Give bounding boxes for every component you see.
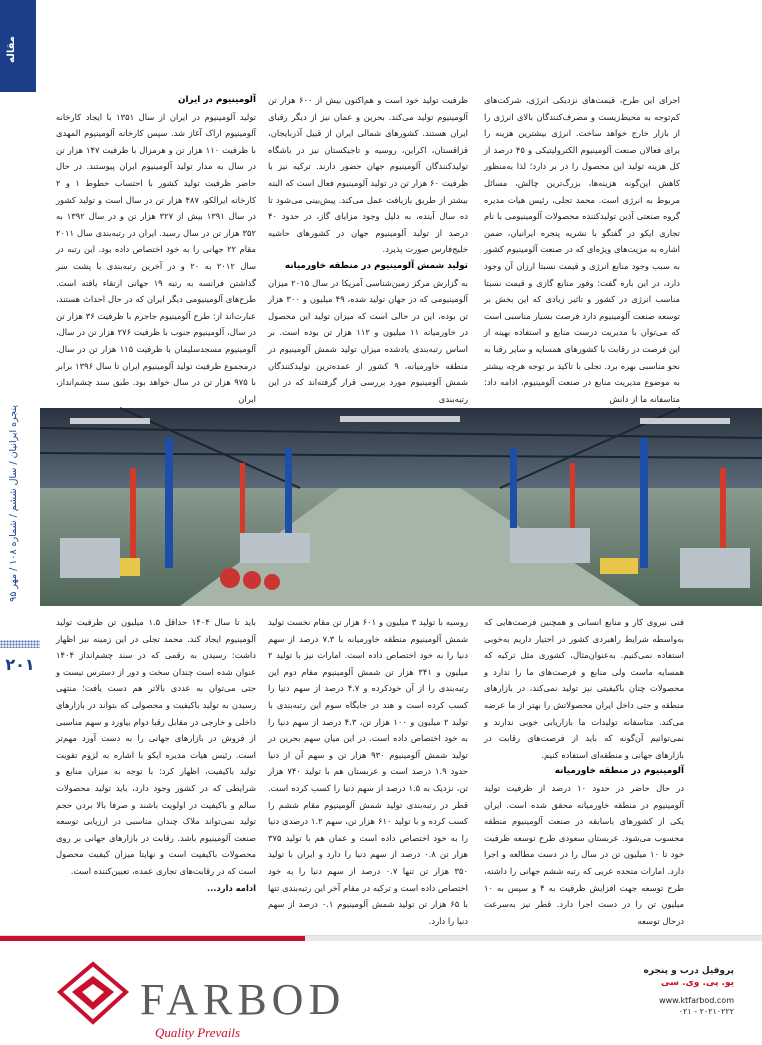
ad-website-link[interactable]: www.ktfarbod.com	[659, 996, 734, 1005]
ad-top-stripe	[0, 936, 762, 941]
factory-photo	[40, 408, 762, 606]
dot-pattern	[0, 640, 40, 648]
ad-tagline: Quality Prevails	[155, 1025, 241, 1040]
page-number: ۲۰۱	[5, 655, 35, 674]
magazine-line: پنجره ایرانیان / سال ششم / شماره ۱۰۸ / مهر ۹۵	[8, 405, 19, 602]
paragraph: اجرای این طرح، قیمت‌های نزدیکی انرژی، شرکت‌های کم‌توجه به محیط‌زیست و مصرف‌کنندگان بالای انرژی را از بازار خارج خواهد ساخت. انرژی بیشترین هزینه را برای فعالان صنعت آلومینیوم الکترولیتیکی و ۴۵ درصد از کل هزینه تولید این محصول را در بر دارد؛ لذا به‌منظور کاهش این‌گونه هزینه‌ها، بزرگ‌ترین چالش، مسائل مربوط به انرژی است. محمد تجلی، رئیس هیات مدیره گروه صنعتی آذین تولیدکننده محصولات آلومینیومی با نام تجاری ایکو در گفتگو با نشریه پنجره ایرانیان، ضمن اشاره به مزیت‌های ویژه‌ای که در صنعت آلومینیوم کشور به سبب وجود منابع انرژی و قیمت نسبتا ارزان آن وجود دارد، در این باره گفت: وفور منابع گازی و قیمت نسبتا مناسب انرژی در کشور و تاثیر زیادی که این بخش بر توسعه صنعت آلومینیوم دارد فرصت بسیار مناسبی است که می‌توان با مدیریت درست منابع و استفاده بهینه از این فرصت در رقابت با کشورهای همسایه و سایر رقبا به نحو مناسبی بهره برد. تجلی با تاکید بر توجه هرچه بیشتر به موضوع مدیریت منابع در صنعت آلومینیوم، ادامه داد: متاسفانه ما از دانش	[484, 95, 680, 404]
continued-note: ادامه دارد...	[206, 882, 256, 893]
farbod-logo-icon	[58, 962, 128, 1024]
section-heading: آلومینیوم در منطقه خاورمیانه	[554, 766, 684, 777]
paragraph: فنی نیروی کار و منابع انسانی و همچنین فرصت‌هایی که به‌واسطه شرایط راهبردی کشور در اختیار داریم به‌خوبی استفاده نمی‌کنیم. به‌عنوان‌مثال، کشوری مثل ترکیه که همسایه ماست ولی منابع و فرصت‌های ما را ندارد و محصولات چنان باکیفیتی نیز تولید نمی‌کند، در بازارهای منطقه و حتی داخل ایران محصولاتش را بهتر از ما عرضه می‌کند. متاسفانه تولیدات ما بازاریابی خوبی ندارند و نمی‌توانیم آن‌گونه که باید از فرصت‌های رقابت در بازارهای جهانی و منطقه‌ای استفاده کنیم.	[484, 617, 684, 760]
magazine-info-strip	[8, 405, 32, 645]
farbod-advertisement[interactable]	[0, 935, 762, 1045]
section-heading: تولید شمش آلومینیوم در منطقه خاورمیانه	[284, 260, 468, 271]
paragraph: باید تا سال ۱۴۰۴ حداقل ۱.۵ میلیون تن ظرفیت تولید آلومینیوم ایجاد کند. محمد تجلی در این زمینه نیز اظهار داشت: رسیدن به رقمی که در سند چشم‌انداز ۱۴۰۴ عنوان شده است چندان سخت و دور از دسترس نیست و حتی می‌توان به عددی بالاتر هم دست یافت؛ منتهی رسیدن به تولید باکیفیت و محصولی که بتواند در بازارهای داخلی و خارجی در مقابل رقبا دوام بیاورد و سهم مناسبی از فروش در بازارهای جهانی را به دست آورد مهم‌تر است. رئیس هیات مدیره ایکو با اشاره به لزوم تقویت تولید باکیفیت، اظهار کرد: با توجه به میزان منابع و شرایطی که در کشور وجود دارد، باید تولید محصولات سالم و باکیفیت در اولویت باشند و صرفا بالا بردن حجم تولید نمی‌تواند ملاک چندان مناسبی در ارزیابی توسعه صنعت آلومینیوم باشد. رقابت در بازارهای جهانی بر روی محصولات باکیفیت است و نهایتا میزان کیفیت محصول است که در رقابت‌های تجاری عمده، تعیین‌کننده است.	[56, 617, 256, 876]
top-column-right	[484, 92, 680, 404]
ad-product-type: یو. پی. وی. سی	[661, 978, 734, 988]
bottom-column-middle	[268, 614, 468, 930]
section-tab-label: مقاله	[6, 36, 17, 64]
ad-phone: ۰۲۱ - ۲۰۲۱۰۲۲۲	[678, 1007, 734, 1016]
ad-brand-name: FARBOD	[140, 975, 346, 1024]
top-column-middle	[268, 92, 468, 404]
paragraph: تولید آلومینیوم در ایران از سال ۱۳۵۱ با ایجاد کارخانه آلومینیوم اراک آغاز شد. سپس کارخانه آلومینیوم المهدی با ظرفیت ۱۱۰ هزار تن و هرمزال با ظرفیت ۱۴۷ هزار تن در سال به مدار تولید آلومینیوم ایران پیوستند. در حال حاضر ظرفیت تولید کشور با احتساب خطوط ۱ و ۲ کارخانه ایرالکو، ۴۸۷ هزار تن در سال است و تولید کشور در سال ۱۳۹۱ بیش از ۳۲۷ هزار تن و در سال ۱۳۹۲ به ۳۵۲ هزار تن در سال رسید. ایران در رتبه‌بندی سال ۲۰۱۱ مقام ۲۲ جهانی را به خود اختصاص داده بود. این رتبه در سال ۲۰۱۲ به ۲۰ و در آخرین رتبه‌بندی با پشت سر گذاشتن فرانسه به رتبه ۱۹ جهانی ارتقاء یافته است. طرح‌های آلومینیومی دیگر ایران که در حال احداث هستند، عبارت‌اند از: طرح آلومینیوم جاجرم با ظرفیت ۳۶ هزار تن در سال، آلومینیوم جنوب با ظرفیت ۲۷۶ هزار تن در سال، آلومینیوم مسجدسلیمان با ظرفیت ۱۱۵ هزار تن در سال. درمجموع ظرفیت تولید آلومینیوم ایران تا سال ۱۳۹۶ برابر با ۹۷۵ هزار تن در سال خواهد بود. طبق سند چشم‌انداز، ایران	[56, 111, 257, 404]
bottom-column-right	[484, 614, 684, 930]
ad-contact-block	[584, 966, 734, 1016]
section-tab	[0, 0, 36, 92]
paragraph: به گزارش مرکز زمین‌شناسی آمریکا در سال ۲۰۱۵ میزان آلومینیومی که در جهان تولید شده، ۴۹ میلیون و ۳۰۰ هزار تن بوده، این در حالی است که میزان تولید این محصول در خاورمیانه ۱۱ میلیون و ۱۱۲ هزار تن بوده است. بر اساس رتبه‌بندی یادشده میزان تولید شمش آلومینیوم در منطقه خاورمیانه، ۹ کشور از عمده‌ترین تولیدکنندگان شمش آلومینیوم مورد بررسی قرار گرفته‌اند که در این رتبه‌بندی	[268, 277, 468, 404]
section-heading: آلومینیوم در ایران	[177, 95, 256, 105]
bottom-column-left	[56, 614, 256, 930]
factory-illustration	[40, 408, 762, 606]
paragraph: ظرفیت تولید خود است و هم‌اکنون بیش از ۶۰۰ هزار تن آلومینیوم تولید می‌کند. بحرین و عمان نیز از دیگر رقبای ایران هستند. کشورهای شمالی ایران از قبیل آذربایجان، قزاقستان، اکراین، روسیه و تاجیکستان نیز در باشگاه تولیدکنندگان آلومینیوم جهان حضور دارند. ترکیه نیز با ظرفیت ۶۰ هزار تن در تولید آلومینیوم فعال است که البته بیشتر از طریق بازیافت عمل می‌کند. پیش‌بینی می‌شود تا ده سال آینده، به دلیل وجود مزایای گاز، در حدود ۴۰ درصد از تولید آلومینیوم جهان در کشورهای حاشیه خلیج‌فارس صورت پذیرد.	[268, 95, 468, 255]
ad-product-line: پروفیل درب و پنجره	[643, 966, 734, 976]
paragraph: روسیه با تولید ۳ میلیون و ۶۰۱ هزار تن مقام نخست تولید شمش آلومینیوم منطقه خاورمیانه با ۷.۳ درصد از سهم دنیا را به خود اختصاص داده است. امارات نیز با تولید ۲ میلیون و ۳۴۱ هزار تن شمش آلومینیوم مقام دوم این رتبه‌بندی را از آن خودکرده و ۴.۷ درصد از سهم دنیا را کسب کرده است و هند در جایگاه سوم این رتبه‌بندی با تولید ۲ میلیون و ۱۰۰ هزار تن، ۴.۳ درصد از سهم دنیا را به خود اختصاص داده است. در این میان سهم بحرین در تولید شمش آلومینیوم ۹۳۰ هزار تن و سهم آن از دنیا حدود ۱.۹ درصد است و عربستان هم با تولید ۷۴۰ هزار تن، نزدیک به ۱.۵ درصد از سهم دنیا را کسب کرده است. قطر در رتبه‌بندی تولید شمش آلومینیوم مقام ششم را کسب کرده و با تولید ۶۱۰ هزار تن، سهم ۱.۲ درصدی دنیا را به خود اختصاص داده است و عمان هم با تولید ۳۷۵ هزار تن ۰.۸ درصد از سهم دنیا را دارد و ایران با تولید ۳۵۰ هزار تن تنها ۰.۷ درصد از سهم دنیا را به خود اختصاص داده است و ترکیه در مقام آخر این رتبه‌بندی تنها با ۶۵ هزار تن تولید شمش آلومینیوم ۰.۱ درصد از سهم دنیا را دارد.	[268, 617, 468, 926]
top-column-left	[56, 92, 257, 404]
paragraph: در حال حاضر در حدود ۱۰ درصد از ظرفیت تولید آلومینیوم در منطقه خاورمیانه محقق شده است. ایران یکی از کشورهای باسابقه در صنعت آلومینیوم منطقه محسوب می‌شود. عربستان سعودی طرح توسعه ظرفیت خود تا ۱۰ میلیون تن در سال را در دست مطالعه و اجرا دارد. امارات متحده عربی که رتبه ششم جهانی را داشته، طرح توسعه جهت افزایش ظرفیت به ۴ و سپس به ۱۰ میلیون تن را در دست اجرا دارد. قطر نیز به‌سرعت درحال توسعه	[484, 782, 684, 926]
